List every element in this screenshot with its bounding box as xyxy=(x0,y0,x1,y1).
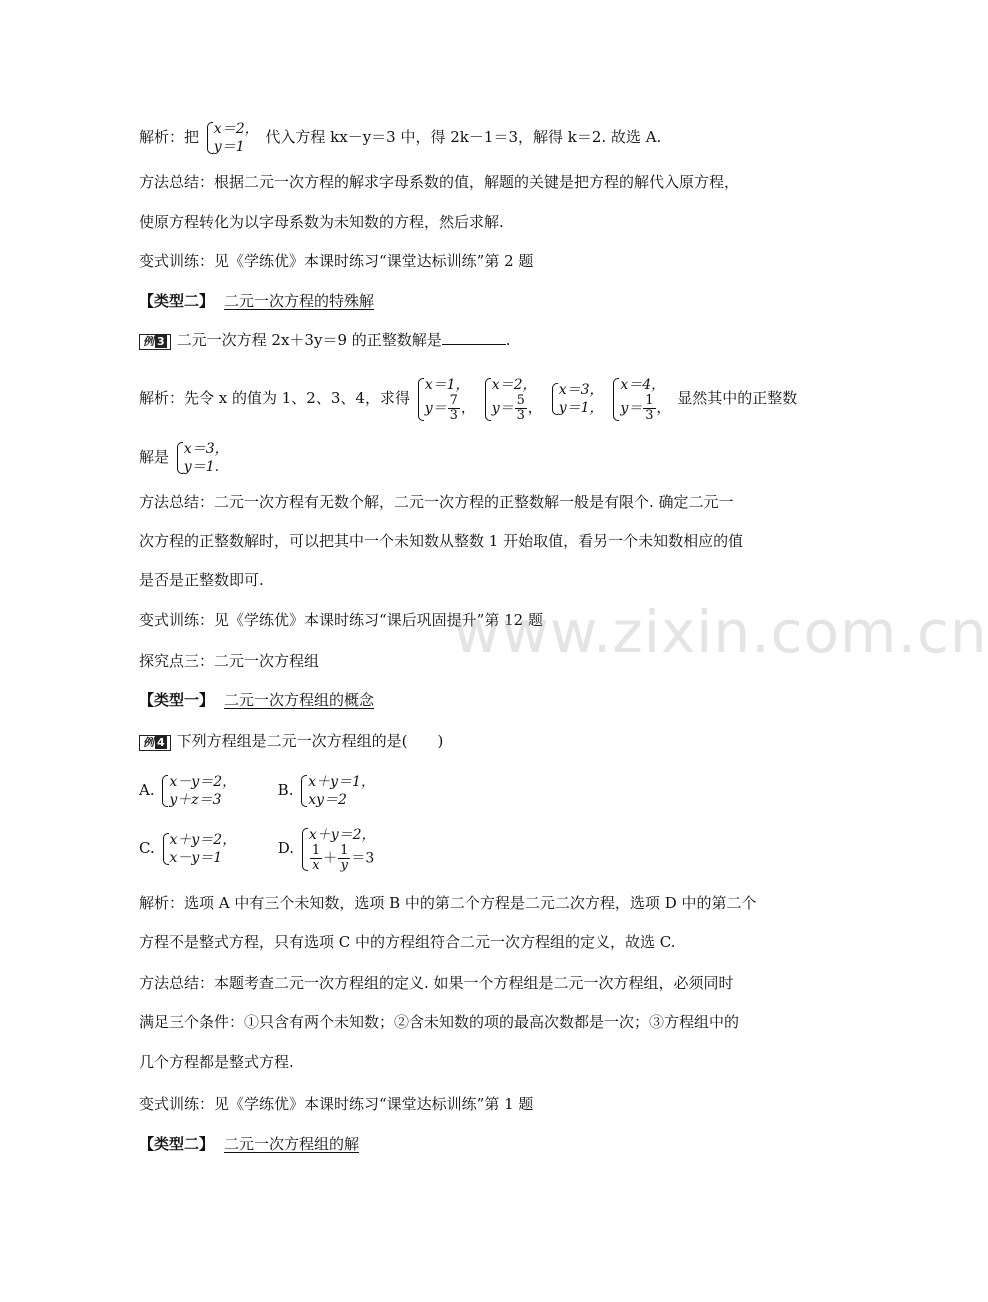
option-b: B. x＋y＝1， xy＝2 xyxy=(277,774,375,808)
ex2-training: 变式训练：见《学练优》本课时练习“课堂达标训练”第 2 题 xyxy=(139,252,534,270)
ex4-method-line-2: 满足三个条件：①只含有两个未知数；②含未知数的项的最高次数都是一次；③方程组中的 xyxy=(139,1013,740,1031)
exploration-point-three: 探究点三：二元一次方程组 xyxy=(139,652,320,670)
ex2-method-line-2: 使原方程转化为以字母系数为未知数的方程，然后求解. xyxy=(139,213,504,231)
ex4-method-line-1: 方法总结：本题考查二元一次方程组的定义. 如果一个方程组是二元一次方程组，必须同时 xyxy=(139,974,734,992)
ex4-analysis-line-2: 方程不是整式方程，只有选项 C 中的方程组符合二元一次方程组的定义，故选 C. xyxy=(139,933,676,951)
type-one-heading: 【类型一】 二元一次方程组的概念 xyxy=(139,691,375,709)
option-c: C. x＋y＝2， x－y＝1 xyxy=(139,832,237,866)
ex2-method-line-1: 方法总结：根据二元一次方程的解求字母系数的值，解题的关键是把方程的解代入原方程， xyxy=(139,173,740,191)
ex4-analysis-line-1: 解析：选项 A 中有三个未知数，选项 B 中的第二个方程是二元二次方程，选项 D 中的第二个 xyxy=(139,894,757,912)
ex4-options-row-2 xyxy=(139,818,800,878)
ex3-system-3: x＝3， y＝1， xyxy=(551,381,604,417)
watermark: www.zixin.com.cn xyxy=(453,598,988,666)
ex4-options-row-1 xyxy=(139,768,800,812)
ex3-question: 例 3 二元一次方程 2x＋3y＝9 的正整数解是 . xyxy=(139,330,800,350)
option-a: A. x－y＝2， y＋z＝3 xyxy=(139,774,237,808)
ex4-question: 例 4 下列方程组是二元一次方程组的是( ) xyxy=(139,731,800,751)
ex3-system-2: x＝2， y＝ $\frac{5}{3}$ ， xyxy=(484,376,542,423)
ex3-system-4: x＝4， y＝ $\frac{1}{3}$ ， xyxy=(612,376,670,423)
ex3-system-1: x＝1， y＝ $\frac{7}{3}$ ， xyxy=(417,376,475,423)
ex3-method-line-1: 方法总结：二元一次方程有无数个解，二元一次方程的正整数解一般是有限个. 确定二元一 xyxy=(139,493,734,511)
ex3-method-line-3: 是否是正整数即可. xyxy=(139,571,264,589)
example-badge: 例 3 xyxy=(139,334,171,350)
ex3-method-line-2: 次方程的正整数解时，可以把其中一个未知数从整数 1 开始取值，看另一个未知数相应的值 xyxy=(139,532,744,550)
ex4-method-line-3: 几个方程都是整式方程. xyxy=(139,1053,294,1071)
ex2-analysis: 解析：把 x＝2， y＝1 代入方程 kx－y＝3 中，得 2k－1＝3，解得 k＝2. 故选 A. xyxy=(139,121,662,155)
ex3-analysis: 解析：先令 x 的值为 1、2、3、4，求得 x＝1， y＝ $\frac{7}{3}$ ， x＝2， y＝ $\frac{5}{3}$ ， x＝3， y＝1， x＝4， y＝ $\frac{1}{3}$ ， 显然其中的正整数 xyxy=(139,376,798,423)
answer-blank xyxy=(442,330,506,345)
example-badge: 例 4 xyxy=(139,735,171,751)
ex2-solution-system: x＝2， y＝1 xyxy=(206,120,259,156)
ex3-training: 变式训练：见《学练优》本课时练习“课后巩固提升”第 12 题 xyxy=(139,611,543,629)
type-two-heading: 【类型二】 二元一次方程的特殊解 xyxy=(139,292,375,310)
type-two-solutions-heading: 【类型二】 二元一次方程组的解 xyxy=(139,1135,360,1153)
option-d: D. x＋y＝2， $\frac{1}{x}$ ＋ $\frac{1}{y}$ ＝3 xyxy=(277,826,376,873)
ex4-training: 变式训练：见《学练优》本课时练习“课堂达标训练”第 1 题 xyxy=(139,1095,534,1113)
ex3-answer: 解是 x＝3， y＝1. xyxy=(139,441,229,475)
ex3-answer-system: x＝3， y＝1. xyxy=(176,440,229,476)
